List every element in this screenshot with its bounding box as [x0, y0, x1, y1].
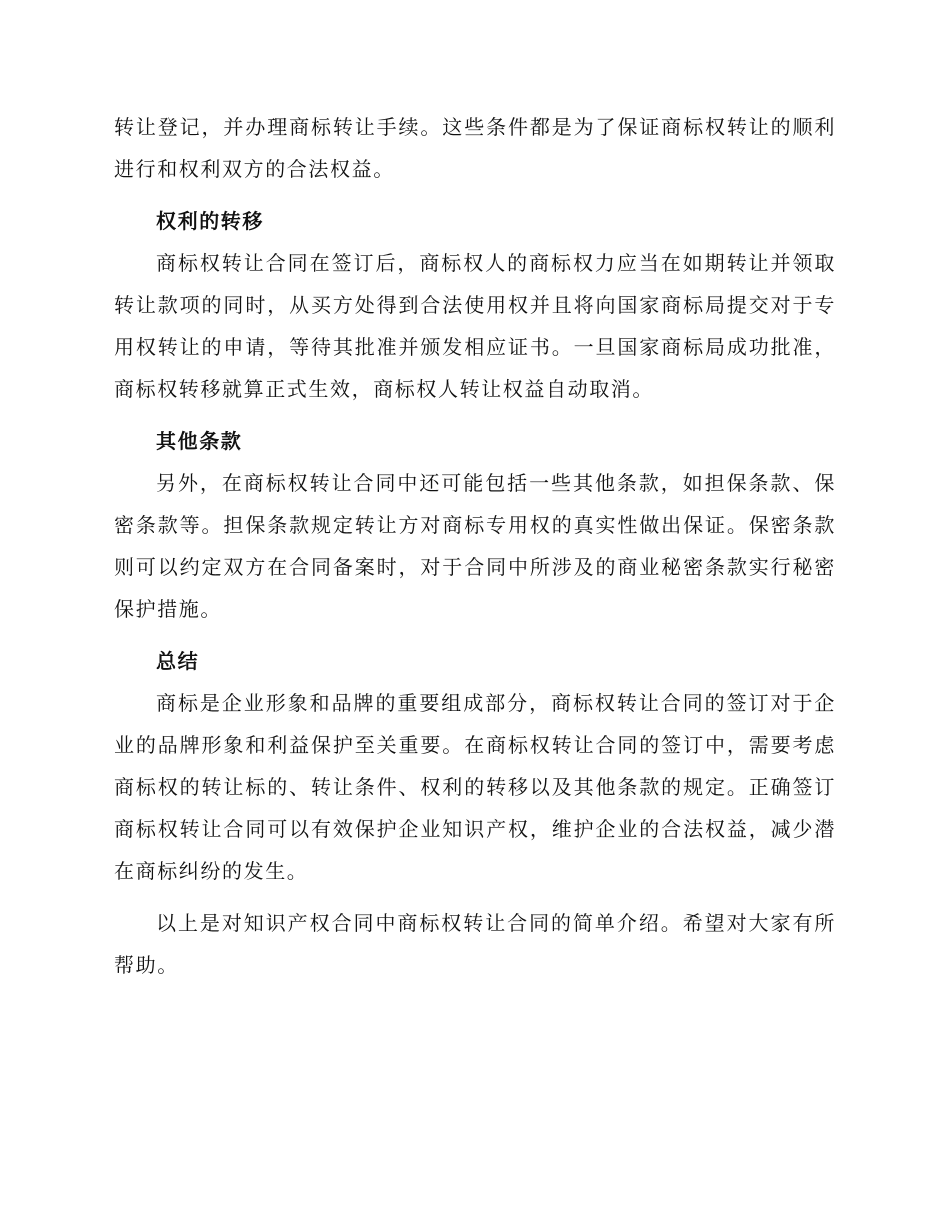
section-heading-transfer-of-rights: 权利的转移 — [156, 209, 264, 233]
paragraph-summary: 商标是企业形象和品牌的重要组成部分，商标权转让合同的签订对于企业的品牌形象和利益保护至关重要。在商标权转让合同的签订中，需要考虑商标权的转让标的、转让条件、权利的转移以及其他条款的规定。正确签订商标权转让合同可以有效保护企业知识产权，维护企业的合法权益，减少潜在商标纠纷的发生。 — [114, 691, 836, 883]
paragraph-continued: 转让登记，并办理商标转让手续。这些条件都是为了保证商标权转让的顺利进行和权利双方的合法权益。 — [114, 115, 836, 181]
document-page — [114, 106, 836, 986]
section-heading-other-clauses: 其他条款 — [156, 429, 243, 453]
paragraph-transfer-of-rights: 商标权转让合同在签订后，商标权人的商标权力应当在如期转让并领取转让款项的同时，从买方处得到合法使用权并且将向国家商标局提交对于专用权转让的申请，等待其批准并颁发相应证书。一旦国家商标局成功批准，商标权转移就算正式生效，商标权人转让权益自动取消。 — [114, 251, 836, 401]
section-heading-summary: 总结 — [156, 649, 200, 673]
paragraph-closing: 以上是对知识产权合同中商标权转让合同的简单介绍。希望对大家有所帮助。 — [114, 911, 836, 977]
paragraph-other-clauses: 另外，在商标权转让合同中还可能包括一些其他条款，如担保条款、保密条款等。担保条款规定转让方对商标专用权的真实性做出保证。保密条款则可以约定双方在合同备案时，对于合同中所涉及的商业秘密条款实行秘密保护措施。 — [114, 471, 836, 621]
